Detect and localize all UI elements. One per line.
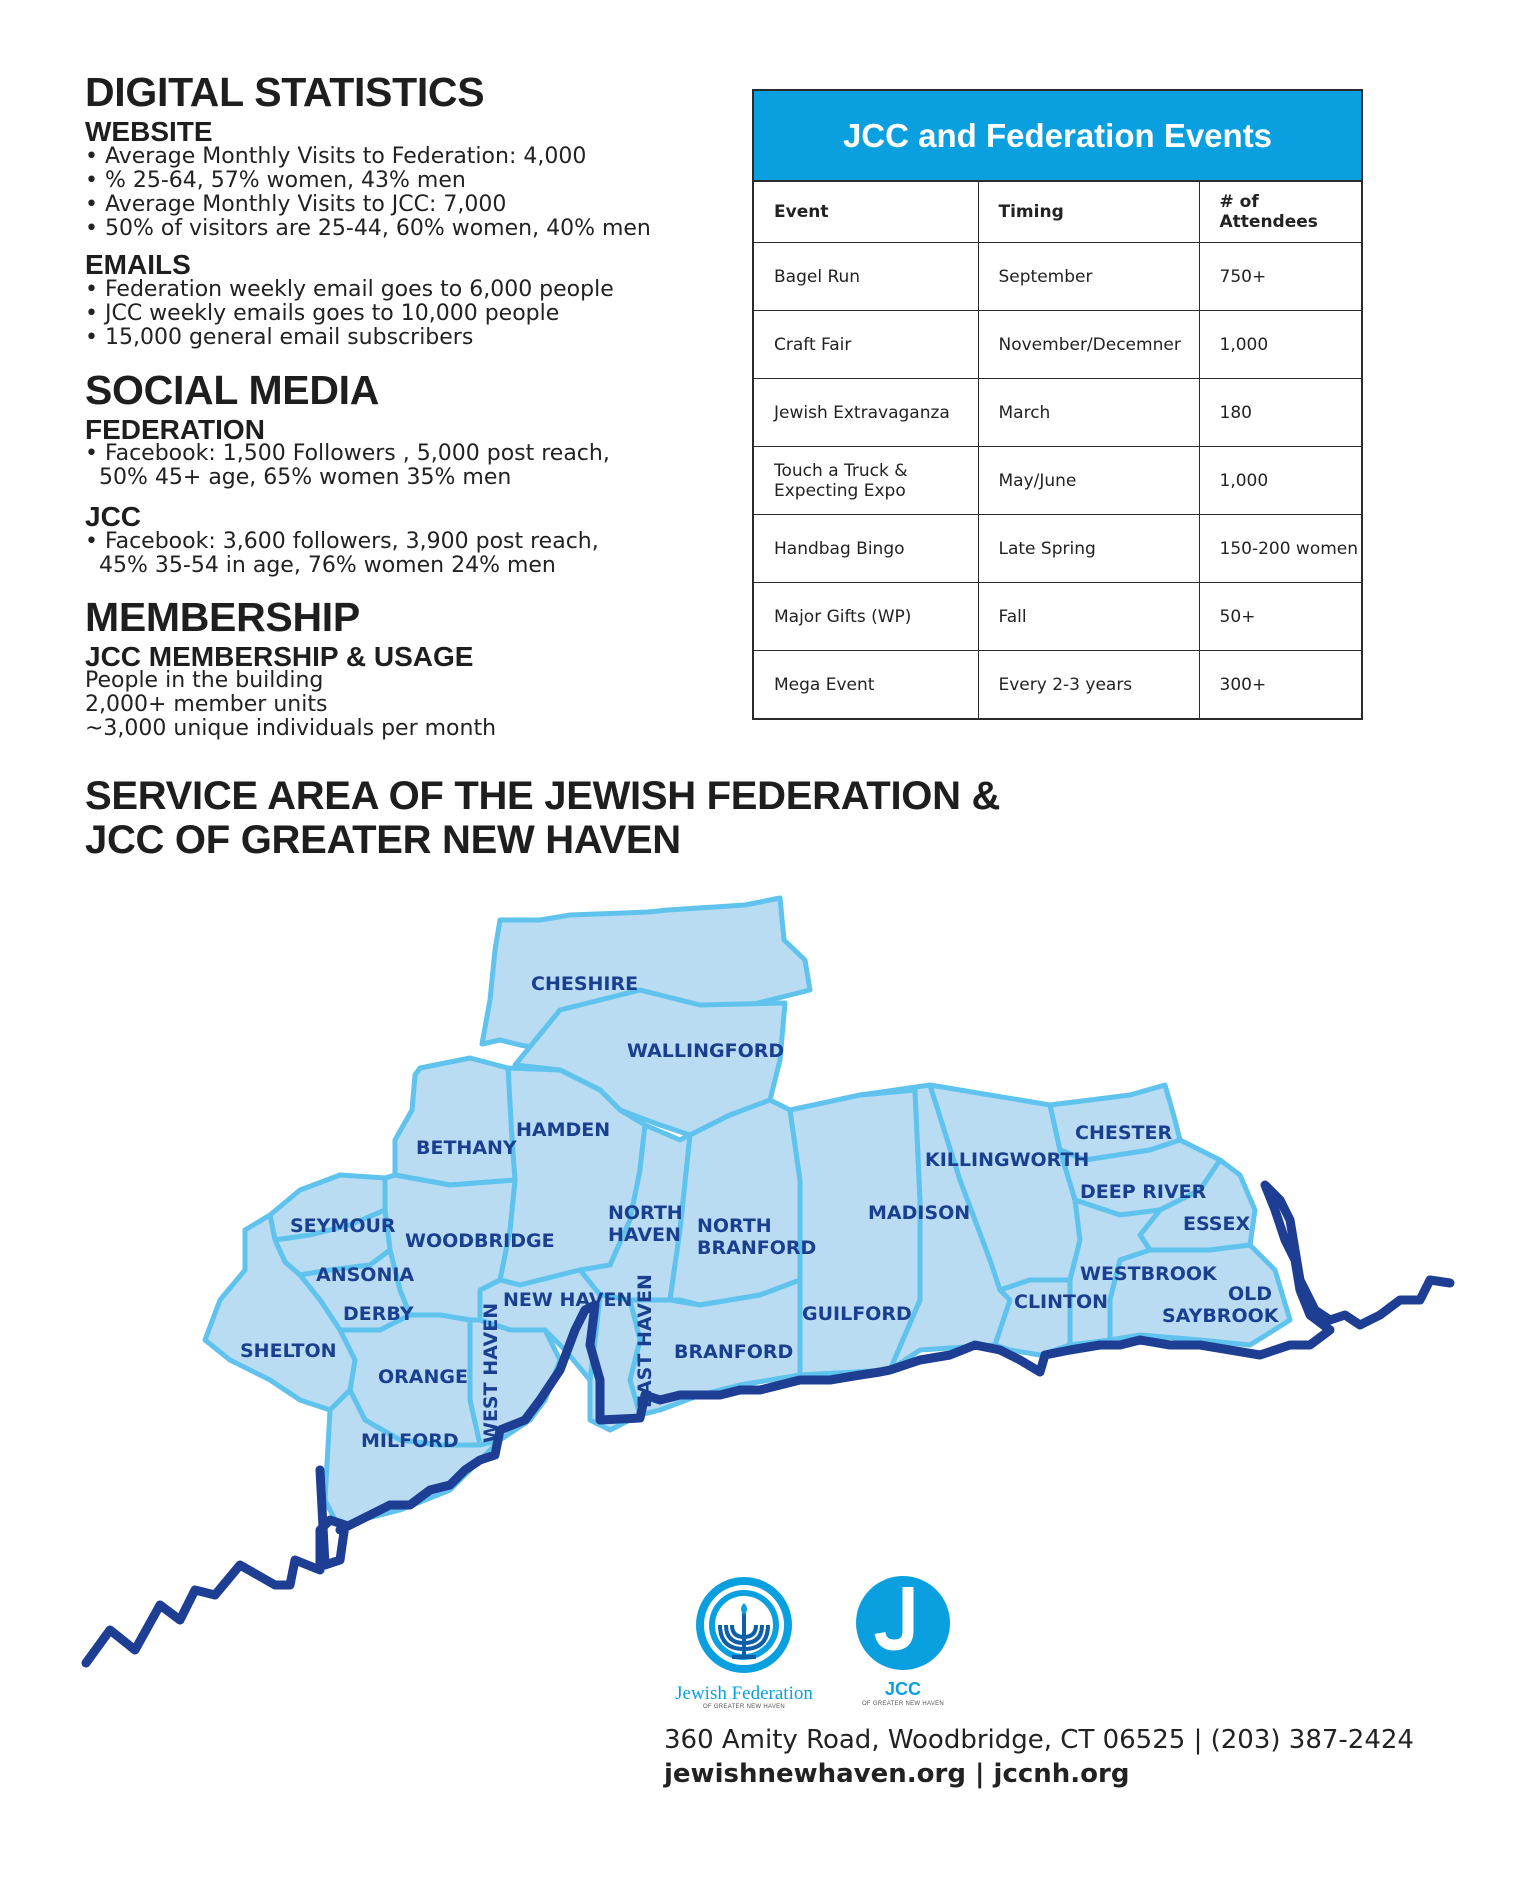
label-westbrook: WESTBROOK [1080,1263,1217,1285]
table-row [754,243,1361,311]
service-area-heading-line1: SERVICE AREA OF THE JEWISH FEDERATION & [85,774,1001,818]
website-stat-line: • Average Monthly Visits to Federation: 4,000 [85,144,587,169]
label-shelton: SHELTON [240,1340,337,1362]
label-orange: ORANGE [378,1366,468,1388]
social-media-heading: SOCIAL MEDIA [85,367,380,413]
label-north-branford-line1: NORTH [697,1215,772,1237]
service-area-heading-line2: JCC OF GREATER NEW HAVEN [85,818,681,862]
menorah-icon [662,1573,826,1683]
event-cell: Major Gifts (WP) [754,583,978,651]
email-stat-line: • JCC weekly emails goes to 10,000 people [85,301,560,326]
event-cell-text: Touch a Truck & Expecting Expo [774,460,908,501]
label-new-haven: NEW HAVEN [503,1289,633,1311]
event-cell: Handbag Bingo [754,515,978,583]
label-hamden: HAMDEN [516,1119,611,1141]
events-header-row [754,182,1361,243]
timing-cell: Every 2-3 years [978,651,1199,719]
membership-subheading: JCC MEMBERSHIP & USAGE [85,641,474,672]
timing-cell: March [978,379,1199,447]
label-north-haven-line1: NORTH [608,1202,683,1224]
jcc-j-icon [848,1573,958,1681]
timing-cell: Fall [978,583,1199,651]
label-old-saybrook-line1: OLD [1228,1283,1273,1305]
label-branford: BRANFORD [674,1341,794,1363]
jcc-stats [85,530,599,578]
timing-cell: November/Decemner [978,311,1199,379]
label-essex: ESSEX [1183,1213,1251,1235]
jcc-stat-line: 45% 35-54 in age, 76% women 24% men [99,553,556,578]
email-stat-line: • Federation weekly email goes to 6,000 people [85,277,614,302]
federation-logo [662,1573,826,1709]
jcc-logo-name: JCC [884,1679,921,1699]
website-stats-list [85,145,651,241]
website-heading: WEBSITE [85,116,213,147]
membership-line: ~3,000 unique individuals per month [85,716,497,741]
federation-stat-line: 50% 45+ age, 65% women 35% men [99,465,512,490]
digital-statistics-heading: DIGITAL STATISTICS [85,69,485,115]
membership-list [85,669,496,741]
label-killingworth: KILLINGWORTH [925,1149,1090,1171]
label-seymour: SEYMOUR [290,1215,396,1237]
membership-heading: MEMBERSHIP [85,594,360,640]
label-chester: CHESTER [1075,1122,1173,1144]
label-derby: DERBY [343,1303,414,1325]
attendees-cell: 1,000 [1199,447,1361,515]
timing-cell: Late Spring [978,515,1199,583]
label-north-branford-line2: BRANFORD [697,1237,817,1259]
label-woodbridge: WOODBRIDGE [405,1230,555,1252]
jcc-stat-line: • Facebook: 3,600 followers, 3,900 post reach, [85,529,599,554]
label-madison: MADISON [868,1202,971,1224]
email-stat-line: • 15,000 general email subscribers [85,325,474,350]
emails-heading: EMAILS [85,249,191,280]
table-row [754,311,1361,379]
label-bethany: BETHANY [416,1137,517,1159]
table-row [754,651,1361,719]
label-cheshire: CHESHIRE [531,973,639,995]
jcc-heading: JCC [85,501,142,532]
attendees-cell: 50+ [1199,583,1361,651]
attendees-cell: 180 [1199,379,1361,447]
event-cell [754,447,978,515]
event-cell: Jewish Extravaganza [754,379,978,447]
event-cell: Craft Fair [754,311,978,379]
footer-websites[interactable]: jewishnewhaven.org | jccnh.org [664,1759,1130,1789]
attendees-cell: 750+ [1199,243,1361,311]
event-cell: Mega Event [754,651,978,719]
region-guilford [790,1090,920,1375]
label-clinton: CLINTON [1014,1291,1109,1313]
timing-cell: September [978,243,1199,311]
events-table-title: JCC and Federation Events [754,91,1361,182]
events-table [752,89,1363,720]
attendees-cell: 1,000 [1199,311,1361,379]
label-east-haven: EAST HAVEN [634,1274,656,1408]
label-west-haven: WEST HAVEN [480,1302,502,1443]
label-north-haven-line2: HAVEN [608,1224,681,1246]
table-row [754,379,1361,447]
region-bethany [395,1058,515,1185]
website-stat-line: • 50% of visitors are 25-44, 60% women, 40% men [85,216,651,241]
column-header-event: Event [754,182,978,243]
federation-stat-line: • Facebook: 1,500 Followers , 5,000 post reach, [85,441,610,466]
label-milford: MILFORD [361,1430,459,1452]
website-stat-line: • % 25-64, 57% women, 43% men [85,168,466,193]
label-wallingford: WALLINGFORD [627,1040,785,1062]
timing-cell: May/June [978,447,1199,515]
event-cell: Bagel Run [754,243,978,311]
table-row [754,447,1361,515]
attendees-cell: 150-200 women [1199,515,1361,583]
table-row [754,583,1361,651]
label-deep-river: DEEP RIVER [1080,1181,1207,1203]
jcc-logo-sub: OF GREATER NEW HAVEN [861,1701,945,1707]
website-stat-line: • Average Monthly Visits to JCC: 7,000 [85,192,507,217]
column-header-timing: Timing [978,182,1199,243]
membership-line: People in the building [85,668,324,693]
federation-logo-name: Jewish Federation [675,1683,813,1704]
label-ansonia: ANSONIA [316,1264,415,1286]
table-row [754,515,1361,583]
label-old-saybrook-line2: SAYBROOK [1162,1305,1279,1327]
federation-heading: FEDERATION [85,414,265,445]
federation-stats [85,442,610,490]
federation-logo-sub: OF GREATER NEW HAVEN [702,1704,786,1710]
label-guilford: GUILFORD [802,1303,912,1325]
emails-stats-list [85,278,614,350]
membership-line: 2,000+ member units [85,692,328,717]
column-header-attendees: # of Attendees [1199,182,1361,243]
attendees-cell: 300+ [1199,651,1361,719]
jcc-logo [848,1573,958,1713]
footer-address: 360 Amity Road, Woodbridge, CT 06525 | (203) 387-2424 [664,1725,1414,1755]
